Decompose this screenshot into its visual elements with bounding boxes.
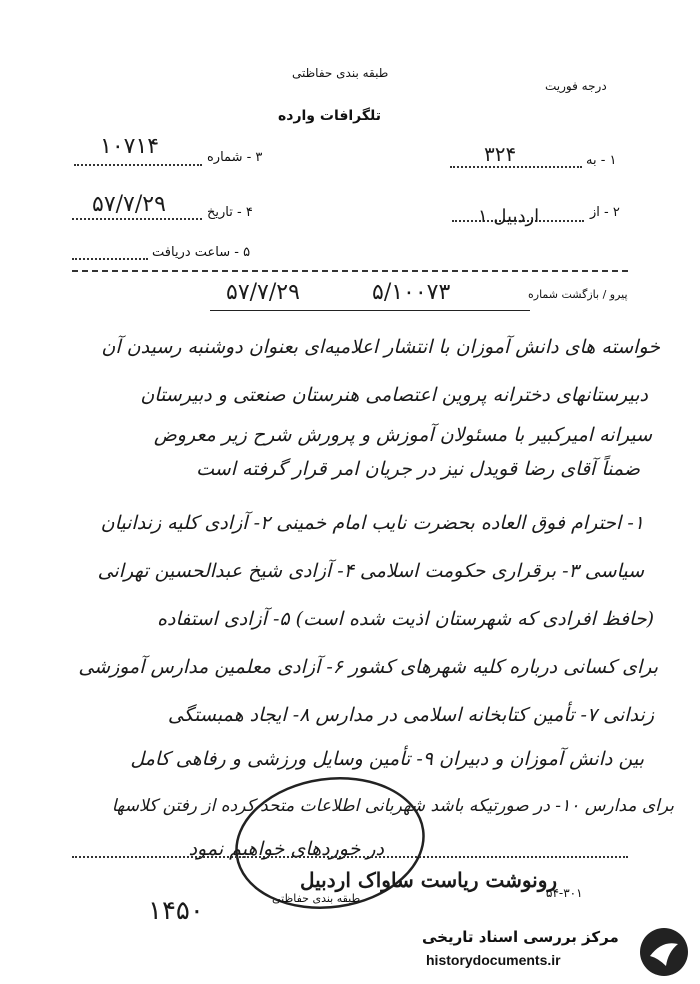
to-dotted-line xyxy=(450,166,582,168)
to-value: ۳۲۴ xyxy=(484,142,517,166)
archive-logo-icon xyxy=(638,926,690,978)
footer-separator xyxy=(72,856,628,858)
body-line: (حافظ افرادی که شهرستان اذیت شده است) ۵- آزادی استفاده xyxy=(157,608,654,630)
number-label: ۳ - شماره xyxy=(207,150,263,165)
body-line: دبیرستانهای دخترانه پروین اعتصامی هنرستان صنعتی و دبیرستان xyxy=(140,384,648,406)
body-line: برای کسانی درباره کلیه شهرهای کشور ۶- آزادی معلمین مدارس آموزشی xyxy=(78,656,658,678)
number-value: ۱۰۷۱۴ xyxy=(100,134,160,159)
header-separator xyxy=(72,270,628,272)
watermark xyxy=(404,924,692,978)
reference-underline xyxy=(210,310,530,311)
document-title: تلگرافات وارده xyxy=(278,108,381,124)
body-line: خواسته های دانش آموزان با انتشار اعلامیه‌ای بعنوان دوشنبه رسیدن آن xyxy=(101,336,660,358)
to-label: ۱ - به xyxy=(586,153,617,168)
body-line: بین دانش آموزان و دبیران ۹- تأمین وسایل ورزشی و رفاهی کامل xyxy=(130,748,644,770)
body-line: در خوردهای خواهیم نمود xyxy=(188,838,384,860)
reference-number: ۵/۱۰۰۷۳ xyxy=(372,280,451,305)
body-line: برای مدارس ۱۰- در صورتیکه باشد شهربانی اطلاعات متحد کرده از رفتن کلاسها xyxy=(111,796,674,816)
date-value: ۵۷/۷/۲۹ xyxy=(92,192,166,217)
reference-label: پیرو / بازگشت شماره xyxy=(528,288,628,301)
body-line: ضمناً آقای رضا قویدل نیز در جریان امر قرار گرفته است xyxy=(196,458,640,480)
urgency-label: درجه فوریت xyxy=(545,79,607,93)
watermark-url: historydocuments.ir xyxy=(426,952,561,968)
receive-time-dotted-line xyxy=(72,258,148,260)
handwritten-number: ۱۴۵۰ xyxy=(148,896,204,926)
from-label: ۲ - از xyxy=(590,205,620,220)
form-code: ۵۴-۳۰۱ xyxy=(546,886,583,900)
date-label: ۴ - تاریخ xyxy=(207,205,253,220)
body-line: ۱- احترام فوق العاده بحضرت نایب امام خمینی ۲- آزادی کلیه زندانیان xyxy=(100,512,644,534)
number-dotted-line xyxy=(74,164,202,166)
date-dotted-line xyxy=(72,218,202,220)
reference-date: ۵۷/۷/۲۹ xyxy=(226,280,300,305)
receive-time-label: ۵ - ساعت دریافت xyxy=(152,245,251,260)
body-line: زندانی ۷- تأمین کتابخانه اسلامی در مدارس ۸- ایجاد همبستگی xyxy=(167,704,654,726)
body-line: سیرانه امیرکبیر با مسئولان آموزش و پرورش شرح زیر معروض xyxy=(153,424,652,446)
signature: رونوشت ریاست ساواک اردبیل xyxy=(300,868,558,892)
footer-classification-label: طبقه بندی حفاظتی xyxy=(272,892,361,905)
from-value: اردبیل ۱ xyxy=(478,206,540,227)
classification-label: طبقه بندی حفاظتی xyxy=(292,66,389,80)
watermark-title: مرکز بررسی اسناد تاریخی xyxy=(422,928,619,946)
body-line: سیاسی ۳- برقراری حکومت اسلامی ۴- آزادی شیخ عبدالحسین تهرانی xyxy=(97,560,644,582)
